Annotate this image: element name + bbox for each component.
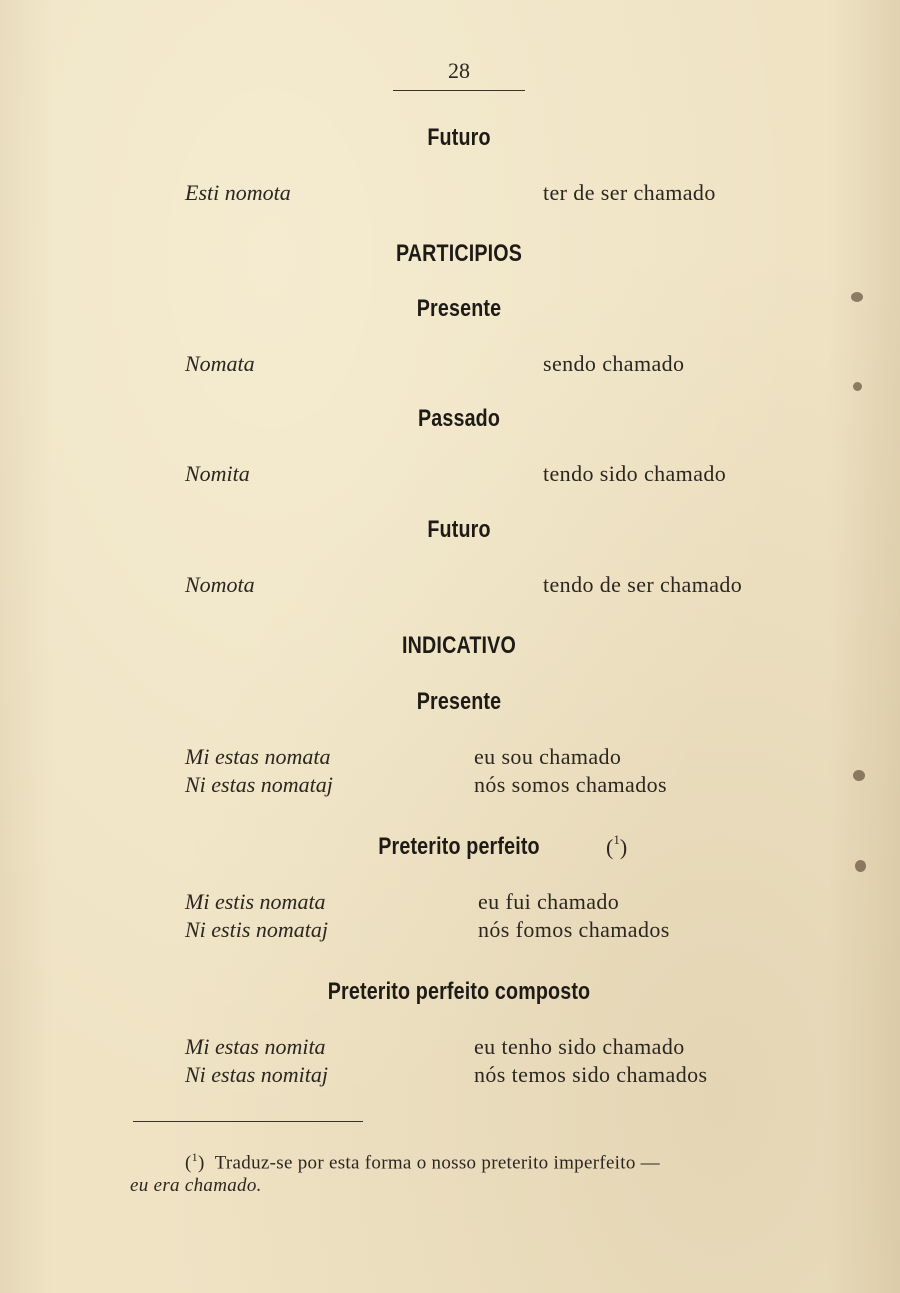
footnote-marker: 1	[191, 1150, 198, 1164]
portuguese-translation: tendo sido chamado	[543, 461, 727, 486]
paper-stain	[853, 382, 862, 391]
portuguese-translation: sendo chamado	[543, 351, 685, 376]
footnote-text: Traduz-se por esta forma o nosso preterito imperfeito —	[214, 1152, 660, 1174]
portuguese-translation: nós somos chamados	[474, 772, 667, 797]
heading-indicativo: INDICATIVO	[402, 632, 516, 659]
esperanto-term: Mi estas nomita	[185, 1034, 326, 1059]
heading-preterito-perfeito-composto: Preterito perfeito composto	[327, 978, 591, 1005]
esperanto-term: Ni estis nomataj	[185, 917, 329, 942]
page-number: 28	[448, 58, 470, 83]
portuguese-translation: nós fomos chamados	[478, 917, 670, 942]
footnote-reference: ($^1$)	[606, 832, 628, 860]
portuguese-translation: ter de ser chamado	[543, 180, 716, 205]
portuguese-translation: tendo de ser chamado	[543, 572, 743, 597]
heading-preterito-perfeito: Preterito perfeito	[378, 833, 540, 860]
esperanto-term: Ni estas nomataj	[185, 772, 333, 797]
portuguese-translation: eu tenho sido chamado	[474, 1034, 685, 1059]
esperanto-term: Nomata	[185, 351, 255, 376]
esperanto-term: Mi estis nomata	[185, 889, 326, 914]
paper-stain	[853, 770, 865, 781]
portuguese-translation: nós temos sido chamados	[474, 1062, 708, 1087]
heading-passado: Passado	[417, 405, 501, 432]
heading-presente: Presente	[416, 295, 502, 322]
esperanto-term: Mi estas nomata	[185, 744, 331, 769]
footnote-example: eu era chamado.	[130, 1175, 262, 1196]
footnote-rule	[133, 1121, 363, 1122]
paper-stain	[851, 292, 863, 302]
heading-presente: Presente	[416, 688, 502, 715]
portuguese-translation: eu sou chamado	[474, 744, 622, 769]
heading-futuro: Futuro	[427, 124, 491, 151]
paper-stain	[855, 860, 866, 872]
footnote-reference-number: 1	[613, 832, 620, 847]
heading-futuro: Futuro	[427, 516, 491, 543]
footnote: ($^1$) Traduz-se por esta forma o nosso preterito imperfeito —	[185, 1150, 660, 1174]
esperanto-term: Nomota	[185, 572, 255, 597]
esperanto-term: Esti nomota	[185, 180, 291, 205]
esperanto-term: Nomita	[185, 461, 250, 486]
portuguese-translation: eu fui chamado	[478, 889, 620, 914]
esperanto-term: Ni estas nomitaj	[185, 1062, 329, 1087]
header-rule	[393, 90, 525, 91]
heading-participios: PARTICIPIOS	[395, 240, 523, 267]
